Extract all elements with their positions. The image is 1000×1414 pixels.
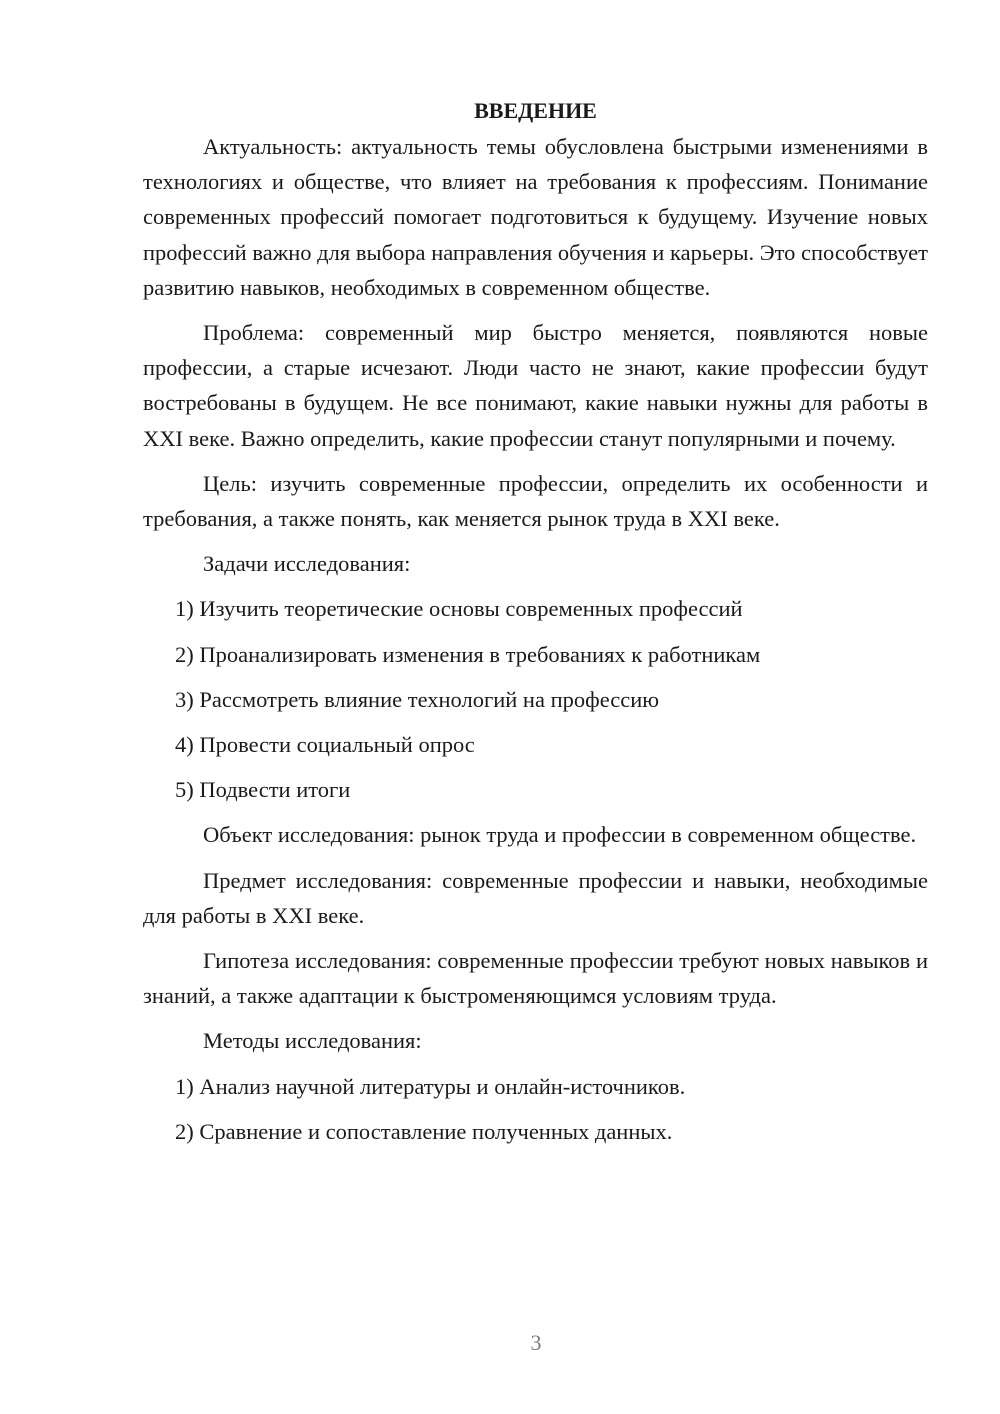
document-page: [143, 93, 928, 1149]
tasks-list: [143, 591, 928, 807]
methods-title: Методы исследования:: [203, 1028, 422, 1054]
list-item: 3) Рассмотреть влияние технологий на профессию: [175, 686, 660, 712]
actuality-paragraph: Актуальность: актуальность темы обусловлена быстрыми изменениями в технологиях и обществе, что влияет на требования к профессиям. Понимание современных профессий помогает подготовиться к будущему. Изучение новых профессий важно для выбора направления обучения и карьеры. Это способствует развитию навыков, необходимых в современном обществе.: [143, 134, 928, 300]
goal-paragraph: Цель: изучить современные профессии, определить их особенности и требования, а также понять, как меняется рынок труда в XXI веке.: [143, 470, 928, 532]
page-title: ВВЕДЕНИЕ: [474, 98, 597, 123]
list-item: 2) Проанализировать изменения в требованиях к работникам: [175, 641, 761, 667]
list-item: 4) Провести социальный опрос: [175, 732, 475, 758]
subject-paragraph: Предмет исследования: современные профессии и навыки, необходимые для работы в XXI веке.: [143, 867, 928, 928]
tasks-title: Задачи исследования:: [203, 551, 411, 577]
list-item: 5) Подвести итоги: [175, 777, 351, 803]
list-item: 2) Сравнение и сопоставление полученных данных.: [175, 1118, 673, 1144]
list-item: 1) Анализ научной литературы и онлайн-источников.: [175, 1073, 686, 1099]
hypothesis-paragraph: Гипотеза исследования: современные профессии требуют новых навыков и знаний, а также адаптации к быстроменяющимся условиям труда.: [143, 948, 928, 1009]
problem-paragraph: Проблема: современный мир быстро меняется, появляются новые профессии, а старые исчезают. Люди часто не знают, какие профессии будут востребованы в будущем. Не все понимают, какие навыки нужны для работы в XXI веке. Важно определить, какие профессии станут популярными и почему.: [143, 320, 928, 451]
list-item: 1) Изучить теоретические основы современных профессий: [175, 596, 743, 622]
methods-list: [143, 1069, 928, 1149]
object-paragraph: Объект исследования: рынок труда и профессии в современном обществе.: [203, 822, 917, 848]
page-number: 3: [530, 1330, 542, 1355]
